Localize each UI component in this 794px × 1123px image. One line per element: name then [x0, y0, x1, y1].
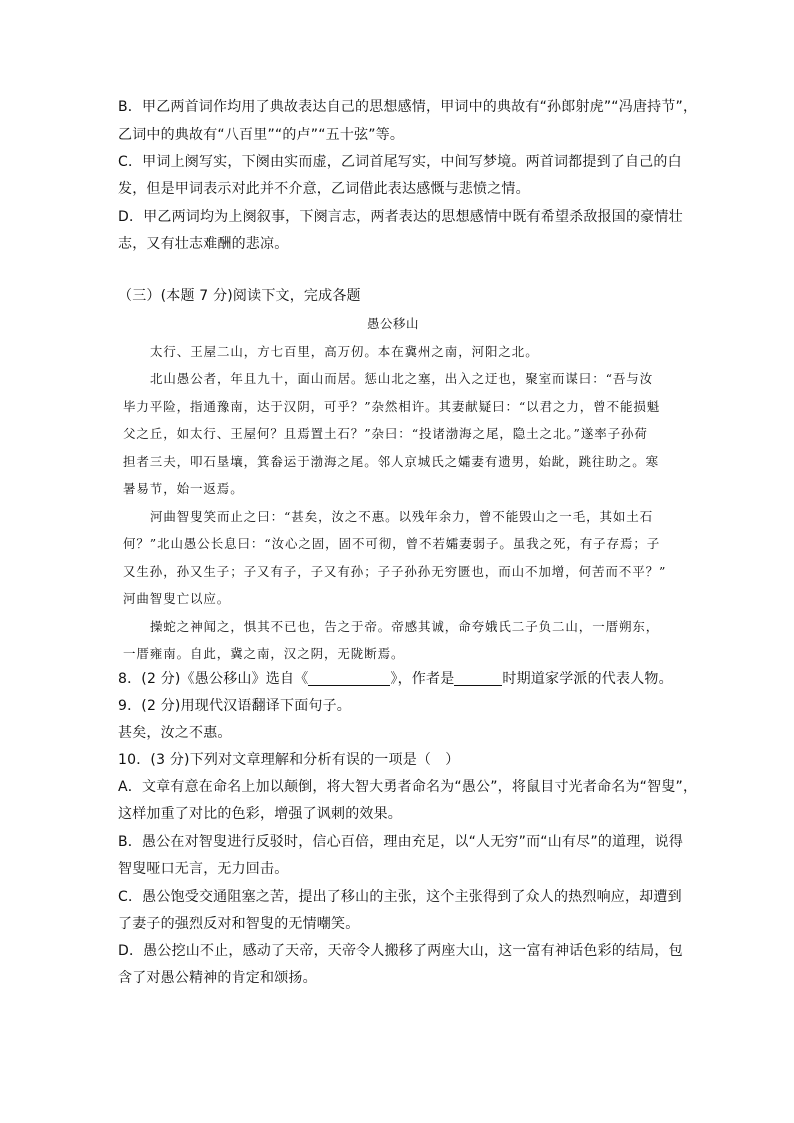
- passage-line: 父之丘，如太行、王屋何？且焉置土石？”杂曰：“投诸渤海之尾，隐土之北。”遂率子孙荷: [123, 426, 648, 441]
- q7-option-c-line2: 发，但是甲词表示对此并不介意，乙词借此表达感慨与悲愤之情。: [118, 181, 530, 197]
- q8-suffix: 时期道家学派的代表人物。: [502, 671, 673, 687]
- q10-option-c-line2: 了妻子的强烈反对和智叟的无情嘲笑。: [118, 916, 360, 932]
- q7-option-d-line2: 志，又有壮志难酬的悲凉。: [118, 236, 289, 252]
- q9-sentence: 甚矣，汝之不惠。: [118, 725, 232, 741]
- q8-era-blank[interactable]: [454, 671, 502, 686]
- q7-option-b-line2: 乙词中的典故有“八百里”“的卢”“五十弦”等。: [118, 127, 405, 143]
- q8-middle: 》，作者是: [390, 671, 455, 687]
- passage-line: 北山愚公者，年且九十，面山而居。惩山北之塞，出入之迂也，聚室而谋曰：“吾与汝: [150, 371, 654, 386]
- question-8: [118, 668, 673, 688]
- q7-option-c-line1: C．甲词上阕写实，下阕由实而虚，乙词首尾写实，中间写梦境。两首词都提到了自己的白: [118, 154, 682, 170]
- passage-line: 毕力平险，指通豫南，达于汉阴，可乎？”杂然相许。其妻献疑曰：“以君之力，曾不能损魁: [123, 399, 661, 414]
- passage-line: 一厝雍南。自此，冀之南，汉之阴，无陇断焉。: [123, 646, 405, 661]
- q7-option-b-line1: B．甲乙两首词作均用了典故表达自己的思想感情，甲词中的典故有“孙郎射虎”“冯唐持节”，: [118, 99, 698, 115]
- q10-option-b-line1: B．愚公在对智叟进行反驳时，信心百倍，理由充足，以“人无穷”而“山有尽”的道理，说得: [118, 834, 684, 850]
- section-heading: （三）(本题 7 分)阅读下文，完成各题: [118, 288, 361, 304]
- passage-title: 愚公移山: [367, 316, 420, 331]
- passage-line: 担者三夫，叩石垦壤，箕畚运于渤海之尾。邻人京城氏之孀妻有遗男，始龀，跳往助之。寒: [123, 454, 660, 469]
- question-9: 9．(2 分)用现代汉语翻译下面句子。: [118, 698, 351, 714]
- passage-line: 太行、王屋二山，方七百里，高万仞。本在冀州之南，河阳之北。: [150, 344, 539, 359]
- q10-option-d-line1: D．愚公挖山不止，感动了天帝，天帝令人搬移了两座大山，这一富有神话色彩的结局，包: [118, 943, 683, 959]
- passage-line: 河曲智叟笑而止之曰：“甚矣，汝之不惠。以残年余力，曾不能毁山之一毛，其如土石: [150, 509, 654, 524]
- q10-option-d-line2: 含了对愚公精神的肯定和颂扬。: [118, 970, 317, 986]
- q10-option-a-line1: A．文章有意在命名上加以颠倒，将大智大勇者命名为“愚公”，将鼠目寸光者命名为“智叟”，: [118, 779, 698, 795]
- passage-line: 操蛇之神闻之，惧其不已也，告之于帝。帝感其诚，命夸娥氏二子负二山，一厝朔东，: [150, 619, 660, 634]
- q10-option-a-line2: 这样加重了对比的色彩，增强了讽刺的效果。: [118, 806, 402, 822]
- question-10: 10．(3 分)下列对文章理解和分析有误的一项是（ ）: [118, 752, 460, 768]
- q7-option-d-line1: D．甲乙两词均为上阕叙事，下阕言志，两者表达的思想感情中既有希望杀敌报国的豪情壮: [118, 209, 683, 225]
- passage-line: 又生孙，孙又生子；子又有子，子又有孙；子子孙孙无穷匮也，而山不加增，何苦而不平？”: [123, 564, 667, 579]
- passage-line: 何？”北山愚公长息曰：“汝心之固，固不可彻，曾不若孀妻弱子。虽我之死，有子存焉；子: [123, 536, 661, 551]
- q8-source-blank[interactable]: [308, 671, 390, 686]
- passage-line: 暑易节，始一返焉。: [123, 481, 244, 496]
- passage-line: 河曲智叟亡以应。: [123, 591, 231, 606]
- q10-option-b-line2: 智叟哑口无言，无力回击。: [118, 861, 289, 877]
- q8-prefix: 8．(2 分)《愚公移山》选自《: [118, 671, 309, 687]
- q10-option-c-line1: C．愚公饱受交通阻塞之苦，提出了移山的主张，这个主张得到了众人的热烈响应，却遭到: [118, 889, 682, 905]
